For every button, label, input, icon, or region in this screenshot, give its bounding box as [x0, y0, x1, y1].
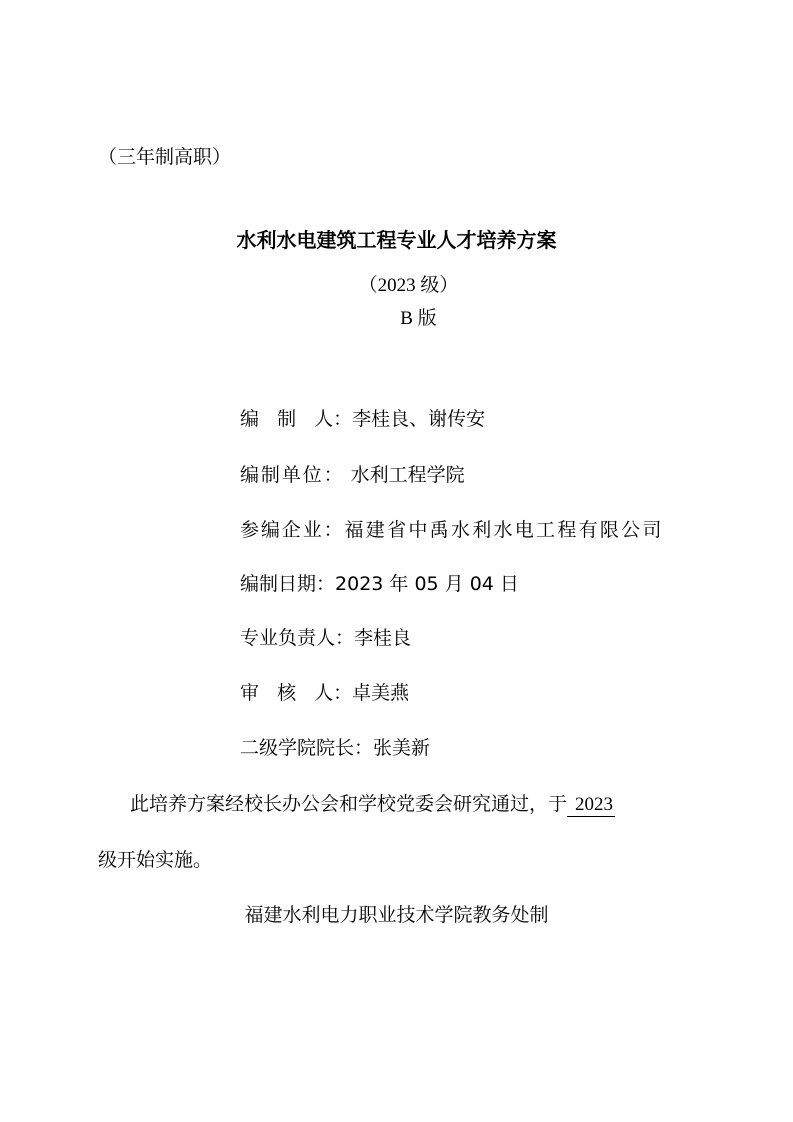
dean-row [240, 733, 430, 760]
major-lead-label: 专业负责人： [240, 627, 355, 649]
version-label: B 版 [400, 308, 437, 329]
major-lead-value: 李桂良 [354, 627, 412, 649]
major-lead-row [240, 623, 411, 650]
approval-statement-continued: 级开始实施。 [98, 849, 213, 871]
document-title: 水利水电建筑工程专业人才培养方案 [236, 228, 557, 252]
reviewer-value: 卓美燕 [352, 682, 410, 704]
reviewer-label: 审核人： [240, 682, 353, 704]
dean-label: 二级学院院长： [240, 737, 374, 759]
enterprise-label: 参编企业： [240, 519, 345, 541]
date-row [240, 569, 519, 596]
approval-text: 此培养方案经校长办公会和学校党委会研究通过，于 [130, 793, 568, 815]
unit-value: 水利工程学院 [350, 464, 465, 486]
compiler-row [240, 404, 485, 431]
compiler-value: 李桂良、谢传安 [352, 408, 486, 430]
enterprise-row [240, 515, 664, 542]
date-label: 编制日期： [240, 573, 336, 595]
dean-value: 张美新 [373, 737, 431, 759]
enterprise-value: 福建省中禹水利水电工程有限公司 [344, 519, 664, 541]
unit-label: 编制单位： [240, 464, 345, 486]
unit-row [240, 460, 465, 487]
approval-statement [130, 789, 615, 817]
compiler-label: 编制人： [240, 408, 353, 430]
date-value: 2023 年 05 月 04 日 [335, 573, 519, 595]
program-type: （三年制高职） [98, 146, 232, 168]
approval-year: 2023 [567, 794, 615, 817]
issuer: 福建水利电力职业技术学院教务处制 [244, 904, 549, 926]
grade-label: （2023 级） [358, 275, 459, 296]
reviewer-row [240, 678, 409, 705]
